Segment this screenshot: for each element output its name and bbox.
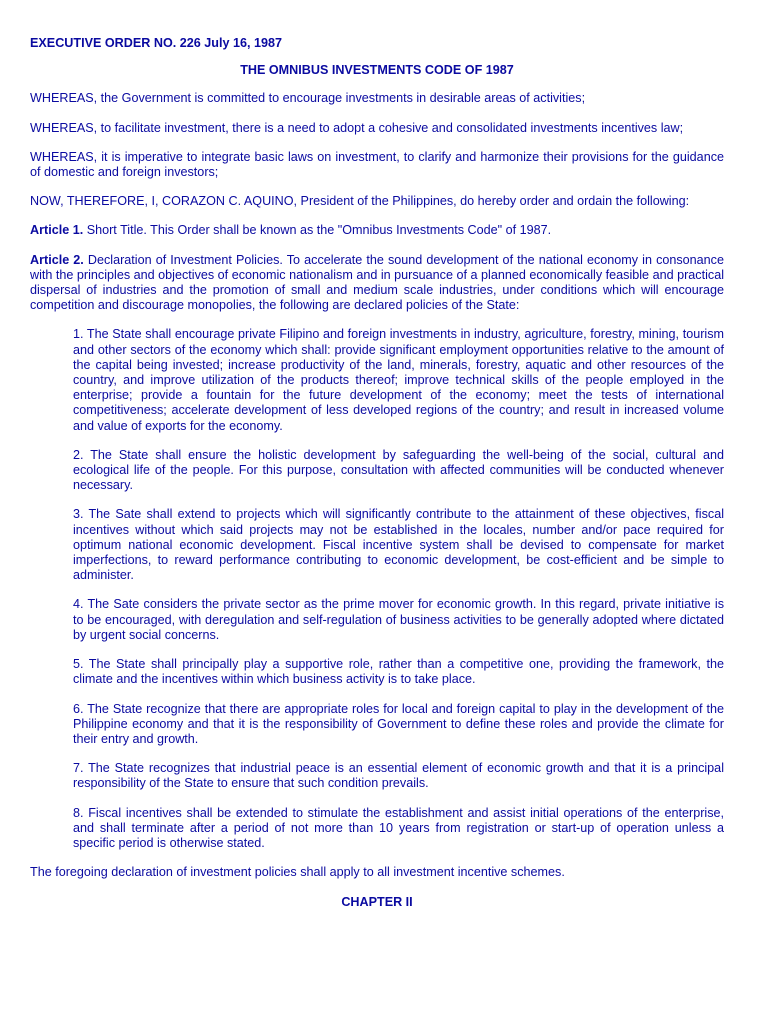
policy-item-8: 8. Fiscal incentives shall be extended to stimulate the establishment and assist initial operations of the enterprise, and shall terminate after a period of not more than 10 years from registration or start-up of operation unless a specific period is otherwise stated. [73,805,724,850]
policy-item-1: 1. The State shall encourage private Filipino and foreign investments in industry, agriculture, forestry, mining, tourism and other sectors of the economy which shall: provide significant employment opportunities relative to the amount of the capital being invested; increase productivity of the land, minerals, forestry, aquatic and other resources of the country, and improve utilization of the products thereof; improve technical skills of the people employed in the enterprise; provide a fountain for the future development of the economy; meet the tests of international competitiveness; accelerate development of less developed regions of the country; and result in increased volume and value of exports for the economy. [73,327,724,433]
document-page [30,36,724,911]
ordain-clause: NOW, THEREFORE, I, CORAZON C. AQUINO, President of the Philippines, do hereby order and ordain the following: [30,194,690,209]
policy-item-2: 2. The State shall ensure the holistic development by safeguarding the well-being of the social, cultural and ecological life of the people. For this purpose, consultation with affected communities will be conducted whenever necessary. [73,447,724,493]
article-1-text: Short Title. This Order shall be known as the "Omnibus Investments Code" of 1987. [83,223,552,238]
policy-item-6: 6. The State recognize that there are appropriate roles for local and foreign capital to play in the development of the Philippine economy and that it is the responsibility of Government to define these roles and provide the climate for their entry and growth. [73,701,724,746]
article-2 [30,253,724,314]
policy-item-7: 7. The State recognizes that industrial peace is an essential element of economic growth and that it is a principal responsibility of the State to ensure that such condition prevails. [73,761,724,791]
article-2-label: Article 2. [30,252,84,267]
article-2-text: Declaration of Investment Policies. To accelerate the sound development of the national economy in consonance with the principles and objectives of economic nationalism and in pursuance of a planned economically feasible and practical dispersal of industries and the promotion of small and medium scale industries, under conditions which will encourage competition and discourage monopolies, the following are declared policies of the State: [30,252,724,313]
policy-item-3: 3. The Sate shall extend to projects which will significantly contribute to the attainment of these objectives, fiscal incentives without which said projects may not be established in the locales, number and/or pace required for optimum national economic development. Fiscal incentive system shall be devised to compensate for market imperfections, to reward performance contributing to economic development, be cost-efficient and be simple to administer. [73,507,724,583]
whereas-clause-2: WHEREAS, to facilitate investment, there is a need to adopt a cohesive and consolidated investments incentives law; [30,120,684,135]
whereas-clause-3: WHEREAS, it is imperative to integrate basic laws on investment, to clarify and harmonize their provisions for the guidance of domestic and foreign investors; [30,149,724,180]
whereas-clause-1: WHEREAS, the Government is committed to encourage investments in desirable areas of activities; [30,91,586,106]
article-1-label: Article 1. [30,223,84,238]
chapter-heading: CHAPTER II [341,895,413,910]
policy-item-4: 4. The Sate considers the private sector as the prime mover for economic growth. In this regard, private initiative is to be encouraged, with deregulation and self-regulation of business activities to be generally adopted where dictated by urgent social concerns. [73,597,724,642]
policy-item-5: 5. The State shall principally play a supportive role, rather than a competitive one, providing the framework, the climate and the incentives within which business activity is to take place. [73,657,724,687]
code-title: THE OMNIBUS INVESTMENTS CODE OF 1987 [240,63,514,78]
closing-statement: The foregoing declaration of investment policies shall apply to all investment incentive schemes. [30,865,565,880]
article-1 [30,223,724,238]
order-heading: EXECUTIVE ORDER NO. 226 July 16, 1987 [30,36,282,50]
